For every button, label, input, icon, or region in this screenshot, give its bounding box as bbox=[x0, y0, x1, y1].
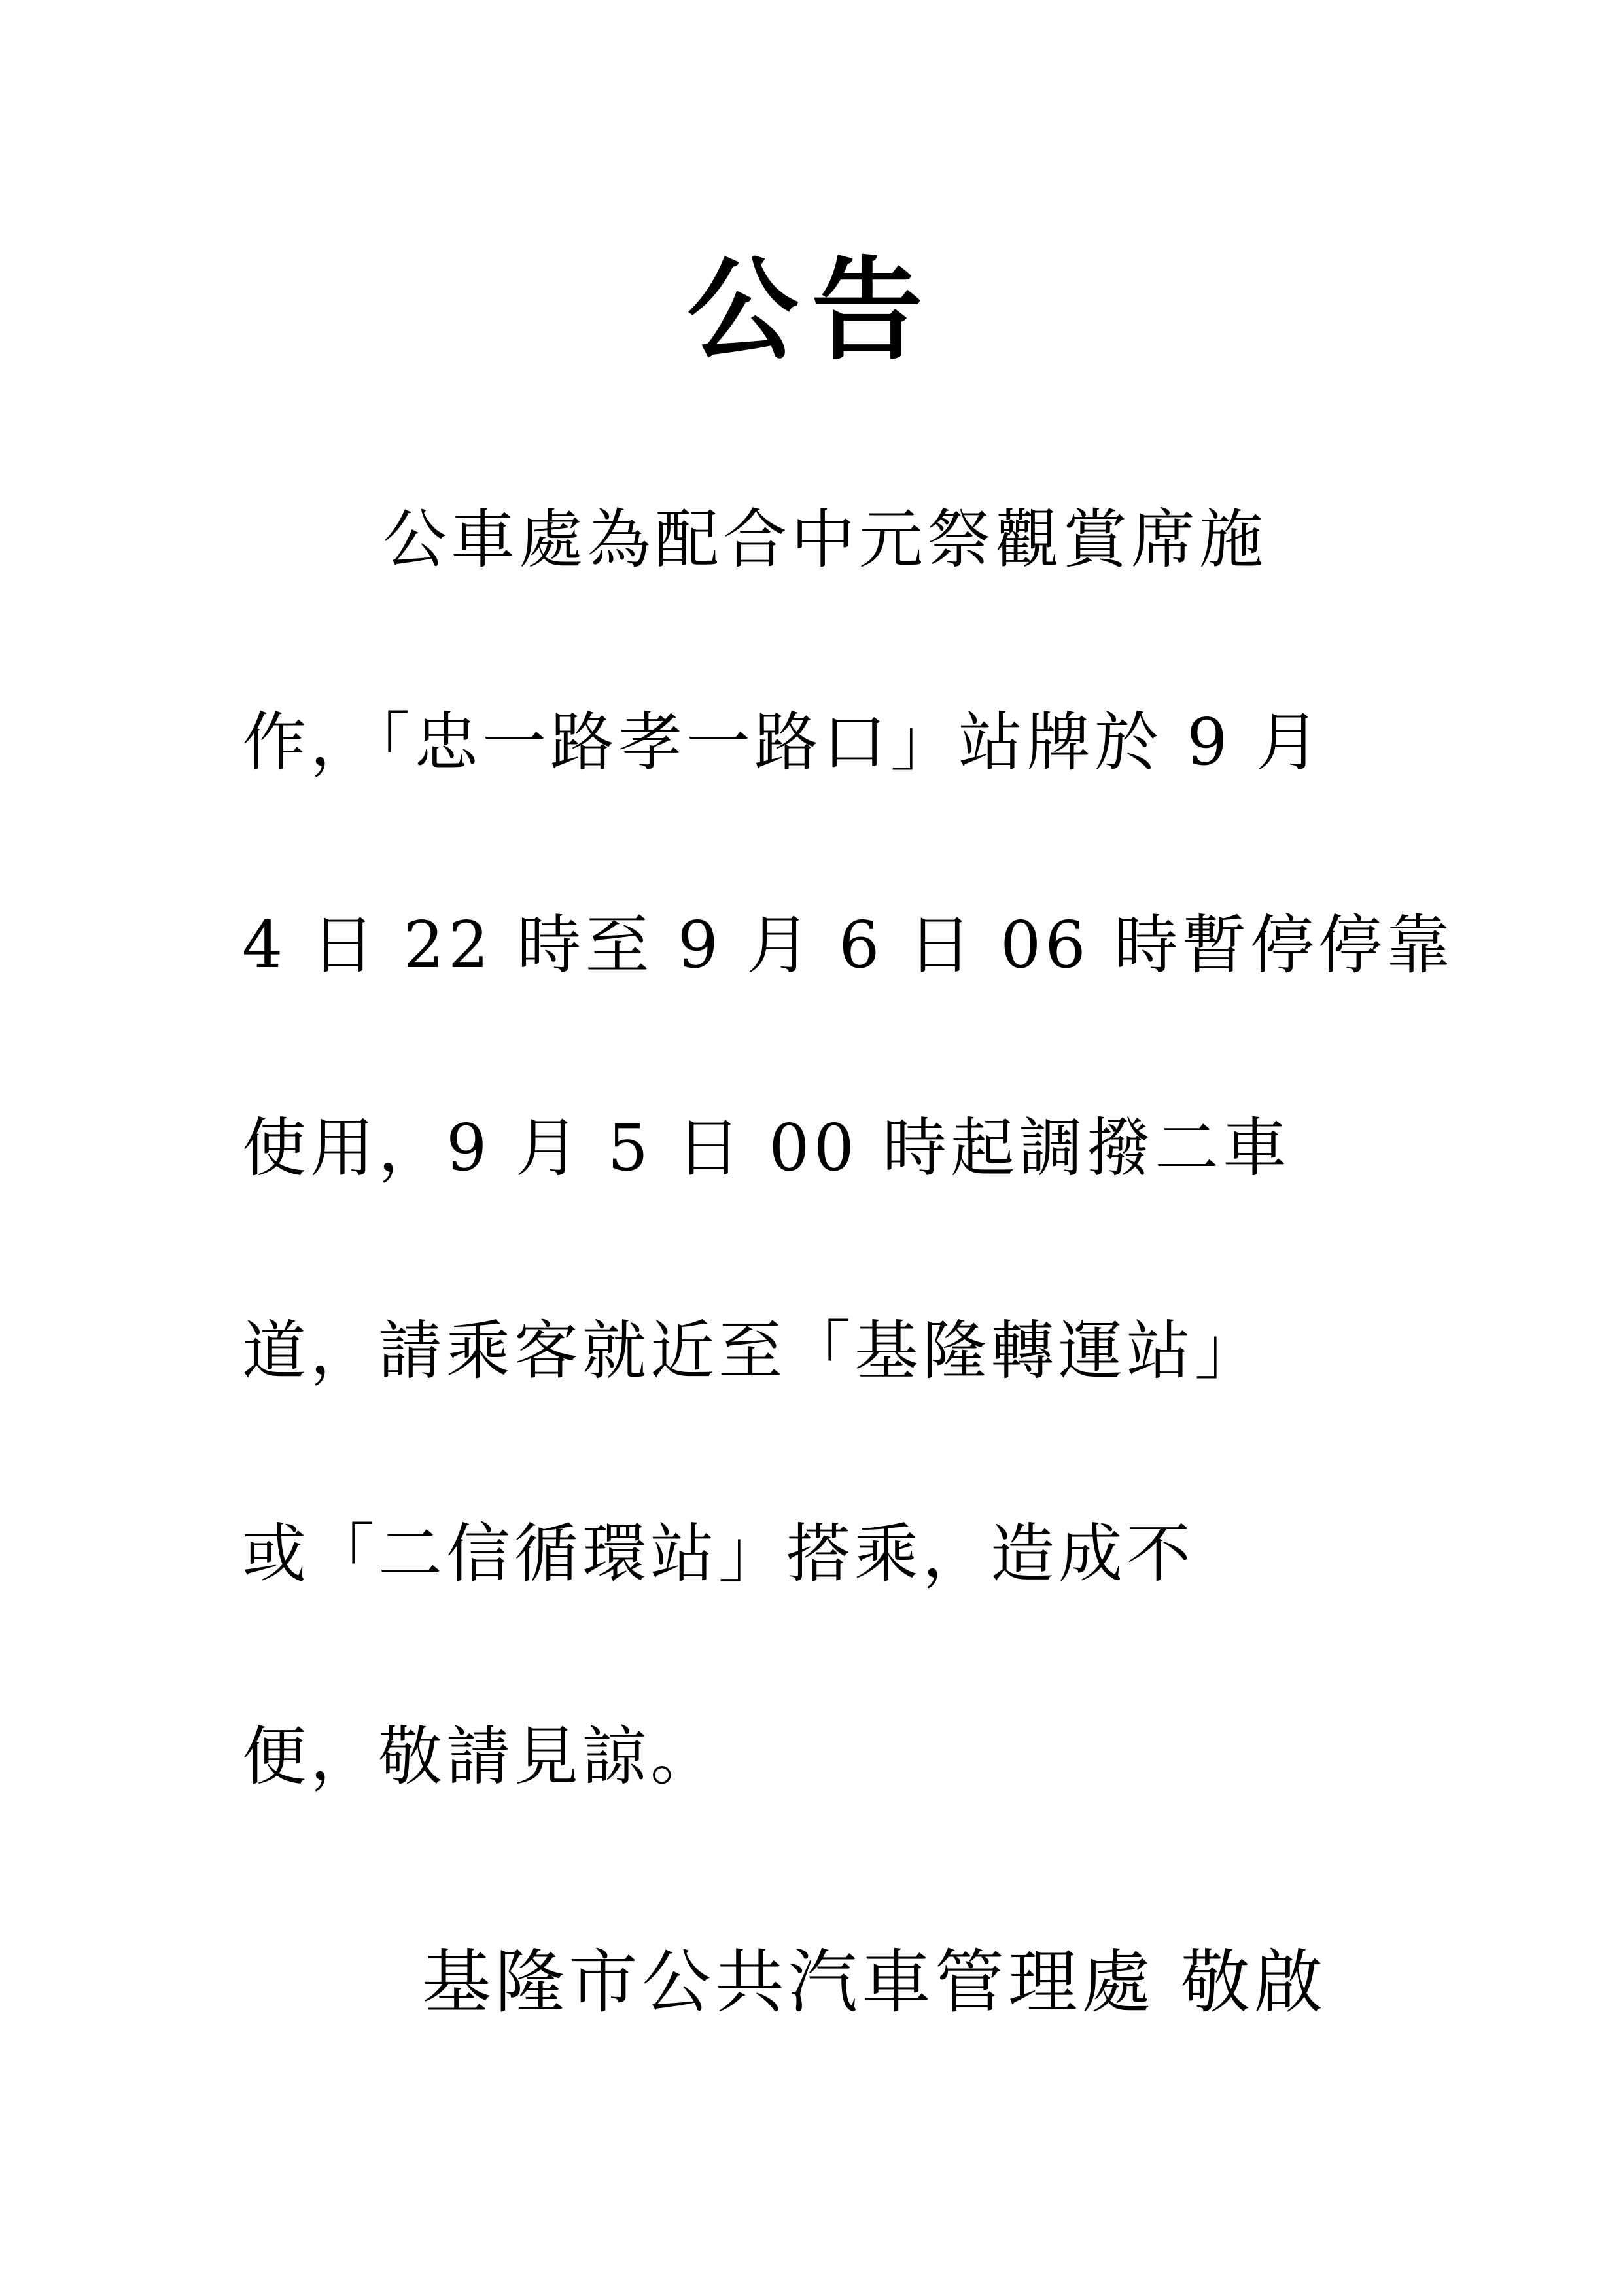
notice-body-line: 或「二信循環站」搭乘，造成不 bbox=[242, 1517, 1195, 1591]
notice-body-line: 4 日 22 時至 9 月 6 日 06 時暫停停靠 bbox=[242, 908, 1454, 983]
notice-body-line: 道，請乘客就近至「基隆轉運站」 bbox=[242, 1314, 1263, 1388]
notice-title: 公告 bbox=[687, 246, 936, 376]
notice-body-line: 作，「忠一路孝一路口」站牌於 9 月 bbox=[242, 705, 1324, 780]
notice-body-line: 使用，9 月 5 日 00 時起調撥二車 bbox=[242, 1111, 1291, 1186]
notice-body-line: 便，敬請見諒。 bbox=[242, 1720, 719, 1794]
notice-signature: 基隆市公共汽車管理處 敬啟 bbox=[422, 1942, 1327, 2022]
notice-body-line: 公車處為配合中元祭觀賞席施 bbox=[383, 503, 1268, 577]
